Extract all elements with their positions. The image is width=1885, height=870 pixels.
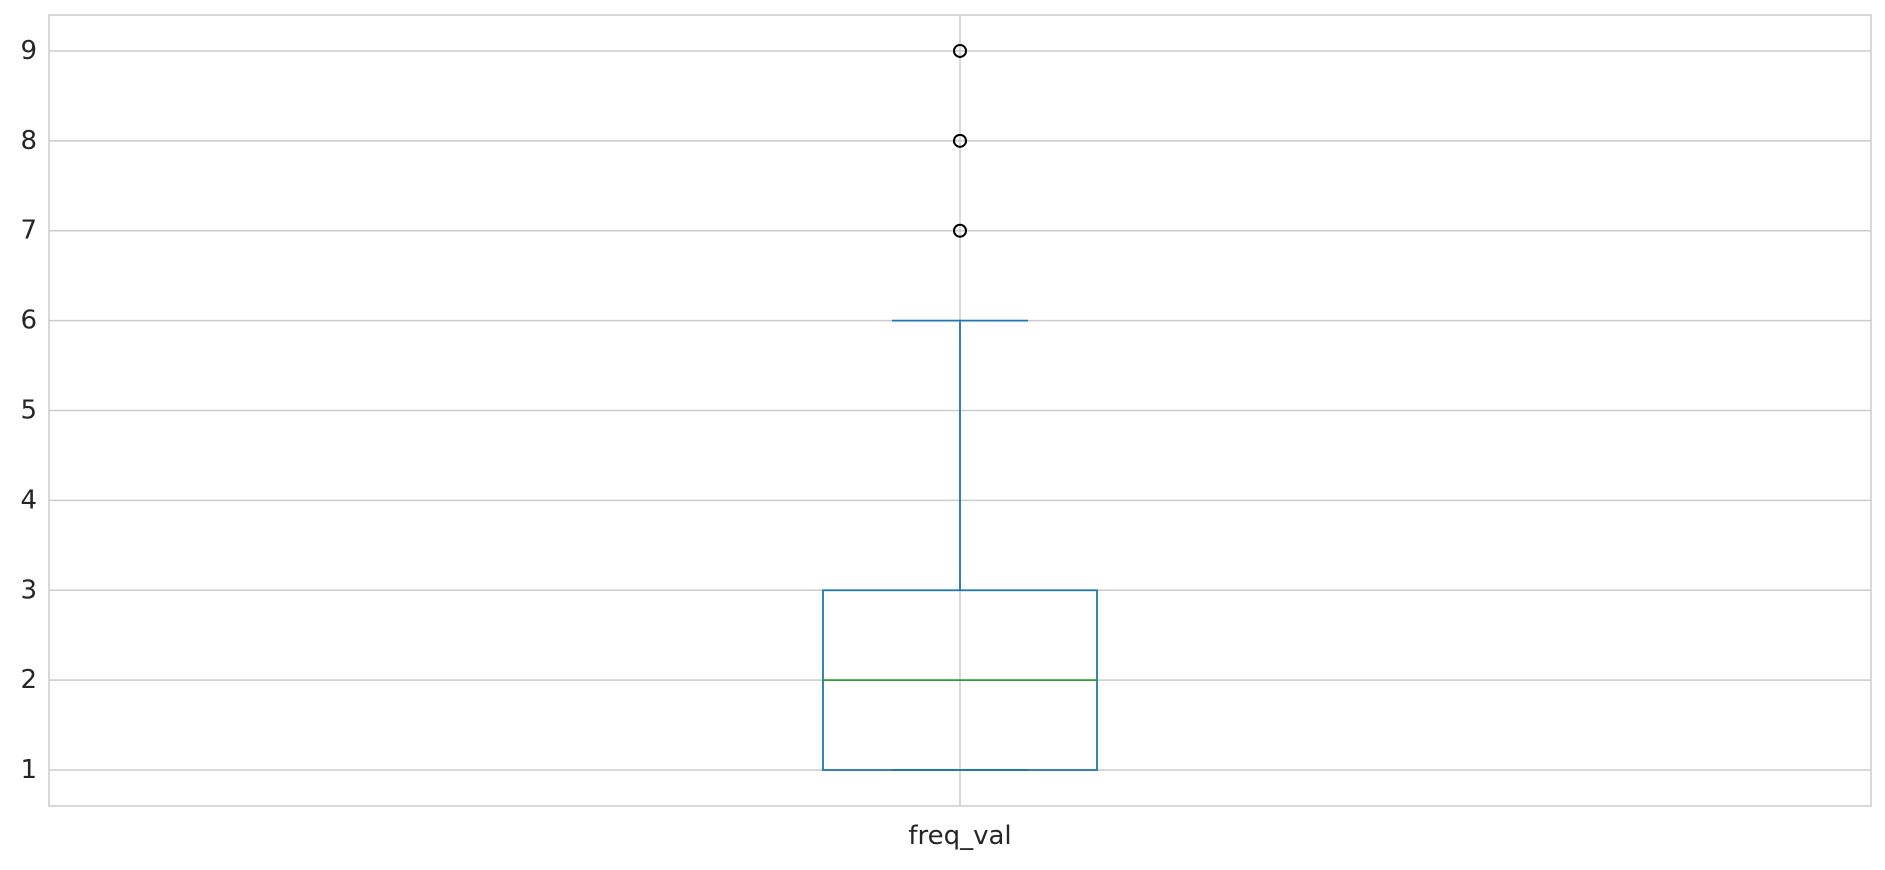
y-tick-label-3: 3 (20, 575, 37, 606)
y-tick-label-6: 6 (20, 305, 37, 336)
x-tick-label-freq_val: freq_val (908, 821, 1012, 851)
y-tick-label-9: 9 (20, 35, 37, 66)
y-tick-label-5: 5 (20, 395, 37, 426)
y-tick-label-8: 8 (20, 125, 37, 156)
y-tick-label-4: 4 (20, 485, 37, 516)
y-tick-label-7: 7 (20, 215, 37, 246)
y-tick-label-2: 2 (20, 665, 37, 696)
y-tick-label-1: 1 (20, 755, 37, 786)
